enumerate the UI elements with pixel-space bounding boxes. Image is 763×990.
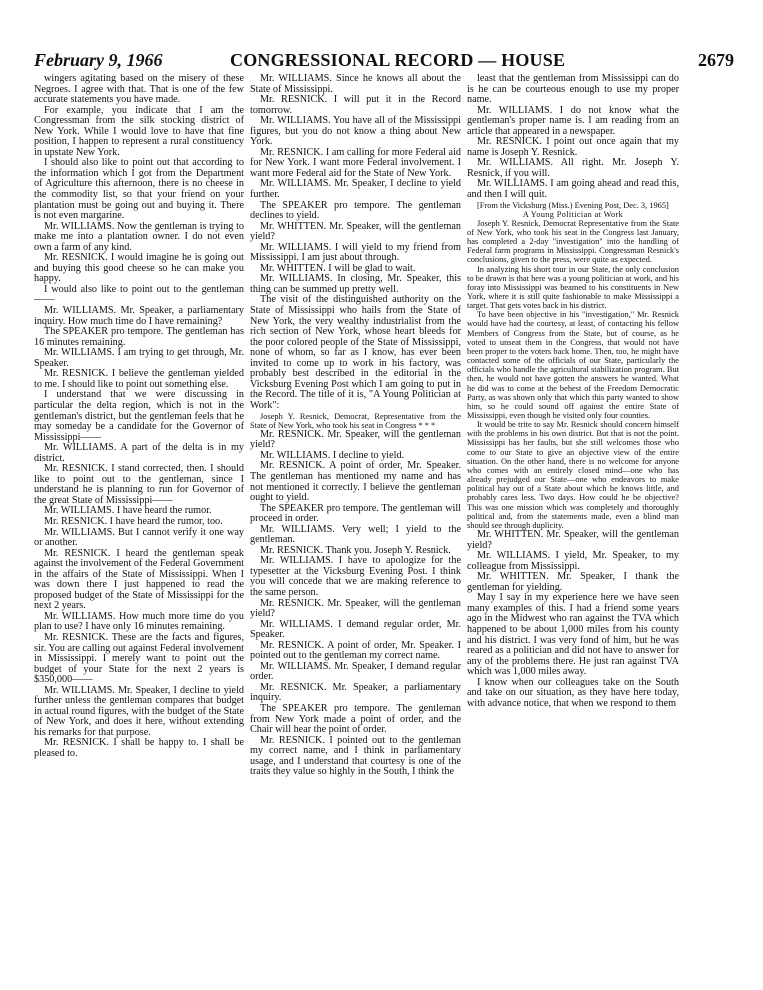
paragraph: Mr. WHITTEN. Mr. Speaker, will the gentleman yield?: [250, 220, 461, 243]
paragraph: Mr. RESNICK. Mr. Speaker, will the gentleman yield?: [250, 597, 461, 620]
page-header: [34, 50, 734, 72]
paragraph: Mr. RESNICK. I point out once again that my name is Joseph Y. Resnick.: [467, 136, 679, 158]
paragraph: Mr. RESNICK. A point of order, Mr. Speaker. The gentleman has mentioned my name and has not mentioned it correctly. I believe the gentleman ought to yield.: [250, 460, 461, 504]
text-column-middle: [250, 74, 461, 974]
paragraph: I would also like to point out to the gentleman——: [34, 283, 244, 306]
paragraph: Mr. RESNICK. I pointed out to the gentleman my correct name, and I think in parliamentary usage, and I understand that courtesy is one of the traits they value so highly in the South, I think the: [250, 734, 461, 778]
paragraph: The visit of the distinguished authority on the State of Mississippi who hails from the State of New York, the very wealthy industrialist from the rich section of New York, whose heart bleeds for the poor colored people of the State of Mississippi, none of whom, so far as I know, has ever been invited to come up to work in his factory, was probably best described in the editorial in the Vicksburg Evening Post which I am going to put in the Record. The title of it is, "A Young Politician at Work":: [250, 294, 461, 411]
paragraph: Mr. RESNICK. I would imagine he is going out and buying this good cheese so he can make you happy.: [34, 252, 244, 285]
text-column-left: [34, 74, 244, 974]
paragraph: Mr. WILLIAMS. You have all of the Mississippi figures, but you do not know a thing about New York.: [250, 115, 461, 148]
paragraph: Mr. WILLIAMS. A part of the delta is in my district.: [34, 442, 244, 464]
paragraph: Mr. RESNICK. I shall be happy to. I shall be pleased to.: [34, 737, 244, 759]
paragraph: Mr. WHITTEN. Mr. Speaker, I thank the gentleman for yielding.: [467, 571, 679, 593]
paragraph: Mr. WILLIAMS. But I cannot verify it one way or another.: [34, 526, 244, 549]
paragraph: Mr. WILLIAMS. Mr. Speaker, I demand regular order.: [250, 660, 461, 683]
paragraph: The SPEAKER pro tempore. The gentleman has 16 minutes remaining.: [34, 326, 244, 348]
header-date: February 9, 1966: [34, 50, 163, 70]
paragraph: Mr. WILLIAMS. I have heard the rumor.: [44, 505, 212, 517]
paragraph: Mr. WILLIAMS. I decline to yield.: [260, 449, 405, 461]
paragraph: Mr. WHITTEN. I will be glad to wait.: [260, 262, 416, 274]
paragraph: Mr. RESNICK. Mr. Speaker, will the gentleman yield?: [250, 428, 461, 451]
paragraph: Mr. RESNICK. These are the facts and figures, sir. You are calling out against Federal involvement in Mississippi. I merely want to point out the budget of your State for the next 2 years is $350,000——: [34, 631, 244, 686]
quoted-paragraph: [From the Vicksburg (Miss.) Evening Post, Dec. 3, 1965]: [477, 200, 669, 210]
paragraph: The SPEAKER pro tempore. The gentleman declines to yield.: [250, 199, 461, 222]
paragraph: Mr. WILLIAMS. I have to apologize for the typesetter at the Vicksburg Evening Post. I think you will concede that we are making reference to the same person.: [250, 555, 461, 599]
paragraph: Mr. WILLIAMS. All right. Mr. Joseph Y. Resnick, if you will.: [467, 157, 679, 179]
paragraph: Mr. RESNICK. I believe the gentleman yielded to me. I should like to point out something else.: [34, 368, 244, 390]
paragraph: Mr. RESNICK. I am calling for more Federal aid for New York. I want more Federal involvement. I want more Federal aid for the State of New York.: [250, 146, 461, 179]
header-title: CONGRESSIONAL RECORD — HOUSE: [230, 50, 566, 70]
paragraph: I understand that we were discussing in particular the delta region, which is not in the gentleman's district, but the gentleman feels that he may someday be a candidate for the Governor of Mississippi——: [34, 389, 244, 443]
quoted-paragraph: Joseph Y. Resnick, Democrat Representative from the State of New York, who took his seat in the Congress last January, has completed a 2-day "investigation" into the handling of Federal farm programs in Mississippi. Congressman Resnick's conclusions, given to the press, were quite as expected.: [467, 218, 679, 265]
paragraph: The SPEAKER pro tempore. The gentleman will proceed in order.: [250, 502, 461, 525]
paragraph: Mr. RESNICK. I will put it in the Record tomorrow.: [250, 94, 461, 116]
section-heading: A Young Politician at Work: [522, 209, 624, 219]
quoted-paragraph: Joseph Y. Resnick, Democrat, Representative from the State of New York, who took his seat in Congress * * *: [250, 411, 461, 430]
paragraph: least that the gentleman from Mississippi can do is he can be courteous enough to use my proper name.: [467, 74, 679, 106]
paragraph: May I say in my experience here we have seen many examples of this. I had a friend some years ago in the Midwest who ran against the TVA which happened to be about 1,000 miles from his county and his district. I was very fond of him, but he was reared as a politician and did not have to answer for any of the problems there. He just ran against TVA which was 1,000 miles away.: [467, 592, 679, 678]
paragraph: I know when our colleagues take on the South and take on our situation, as they have here today, with advance notice, that when we respond to them: [467, 676, 679, 709]
paragraph: Mr. WILLIAMS. I demand regular order, Mr. Speaker.: [250, 618, 461, 641]
quoted-paragraph: In analyzing his short tour in our State, the only conclusion to be drawn is that here was a young politician at work, and his foray into Mississippi was beamed to his constituents in New York, where it is still quite fashionable to make Mississippi a target. That gets votes back in his district.: [467, 264, 679, 311]
paragraph: Mr. WHITTEN. Mr. Speaker, will the gentleman yield?: [467, 529, 679, 551]
paragraph: Mr. WILLIAMS. Mr. Speaker, I decline to yield further unless the gentleman compares that budget in actual round figures, with the budget of the State of New York, and does it here, without extending his remarks for that purpose.: [34, 684, 244, 738]
paragraph: Mr. RESNICK. I stand corrected, then. I should like to point out to the gentleman, since I understand he is planning to run for Governor of the great State of Mississippi——: [34, 463, 244, 506]
paragraph: Mr. RESNICK. I have heard the rumor, too.: [44, 515, 223, 527]
paragraph: Mr. WILLIAMS. I am going ahead and read this, and then I will quit.: [467, 178, 679, 201]
page-number: 2679: [698, 50, 734, 70]
paragraph: For example, you indicate that I am the Congressman from the silk stocking district of New York. While I would love to have that fine position, I happen to represent a rural constituency in upstate New York.: [34, 104, 244, 158]
text-column-right: [467, 74, 679, 974]
quoted-paragraph: It would be trite to say Mr. Resnick should concern himself with the problems in his own district. But that is not the point. Mississippi has her faults, but she still welcomes those who come to our State to give an objective view of the entire situation. On the other hand, there is no welcome for anyone who comes with an entirely closed mind—one who has already prejudged our State—one who endeavors to make political hay out of a State about which he knows little, and probably cares less. Two days. How could he be objective? This was one mission which was completely and thoroughly political and, from the statements made, even a blind man should see through duplicity.: [467, 420, 679, 530]
quoted-paragraph: To have been objective in his "investigation," Mr. Resnick would have had the courtesy, at least, of contacting his fellow Members of Congress from the State, but of course, as he voted to unseat them in the Congress, that would not have been proper to the voters back home. Then, too, he might have contacted some of the officials of our State, particularly the officials who handle the agricultural stabilization program. But then, he would not have gotten the answers he wanted. What he did was to come at the behest of the Freedom Democratic Party, as was shown only that which this party wanted to show him, so he could sound off against the entire State of Mississippi, even though he visited only four counties.: [467, 310, 679, 420]
paragraph: Mr. WILLIAMS. Now the gentleman is trying to make me into a plantation owner. I do not even own a farm of any kind.: [34, 220, 244, 253]
paragraph: Mr. RESNICK. Mr. Speaker, a parliamentary inquiry.: [250, 681, 461, 704]
paragraph: Mr. WILLIAMS. Very well; I yield to the gentleman.: [250, 523, 461, 546]
paragraph: Mr. RESNICK. I heard the gentleman speak against the involvement of the Federal Government in the affairs of the State of Mississippi. When I was down there I just happened to read the proposed budget of the State of Mississippi for the next 2 years.: [34, 547, 244, 612]
paragraph: Mr. WILLIAMS. In closing, Mr. Speaker, this thing can be summed up pretty well.: [250, 273, 461, 295]
paragraph: Mr. WILLIAMS. Mr. Speaker, a parliamentary inquiry. How much time do I have remaining?: [34, 305, 244, 327]
paragraph: Mr. WILLIAMS. I yield, Mr. Speaker, to my colleague from Mississippi.: [467, 550, 679, 572]
paragraph: wingers agitating based on the misery of these Negroes. I agree with that. That is one of the few accurate statements you have made.: [34, 74, 244, 106]
paragraph: Mr. WILLIAMS. I do not know what the gentleman's proper name is. I am reading from an article that appeared in a newspaper.: [467, 104, 679, 137]
paragraph: Mr. WILLIAMS. I am trying to get through, Mr. Speaker.: [34, 347, 244, 369]
paragraph: Mr. WILLIAMS. Mr. Speaker, I decline to yield further.: [250, 178, 461, 201]
paragraph: Mr. WILLIAMS. Since he knows all about the State of Mississippi.: [250, 74, 461, 95]
paragraph: Mr. RESNICK. A point of order, Mr. Speaker. I pointed out to the gentleman my correct name.: [250, 639, 461, 662]
paragraph: I should also like to point out that according to the information which I got from the Department of Agriculture this afternoon, there is no cheese in the commodity list, so that your friend on your plantation must be going out and buying it. There is not even margarine.: [34, 157, 244, 222]
paragraph: The SPEAKER pro tempore. The gentleman from New York made a point of order, and the Chair will hear the point of order.: [250, 703, 461, 736]
paragraph: Mr. WILLIAMS. How much more time do you plan to use? I have only 16 minutes remaining.: [34, 610, 244, 633]
paragraph: Mr. RESNICK. Thank you. Joseph Y. Resnick.: [260, 544, 451, 556]
paragraph: Mr. WILLIAMS. I will yield to my friend from Mississippi. I am just about through.: [250, 241, 461, 264]
